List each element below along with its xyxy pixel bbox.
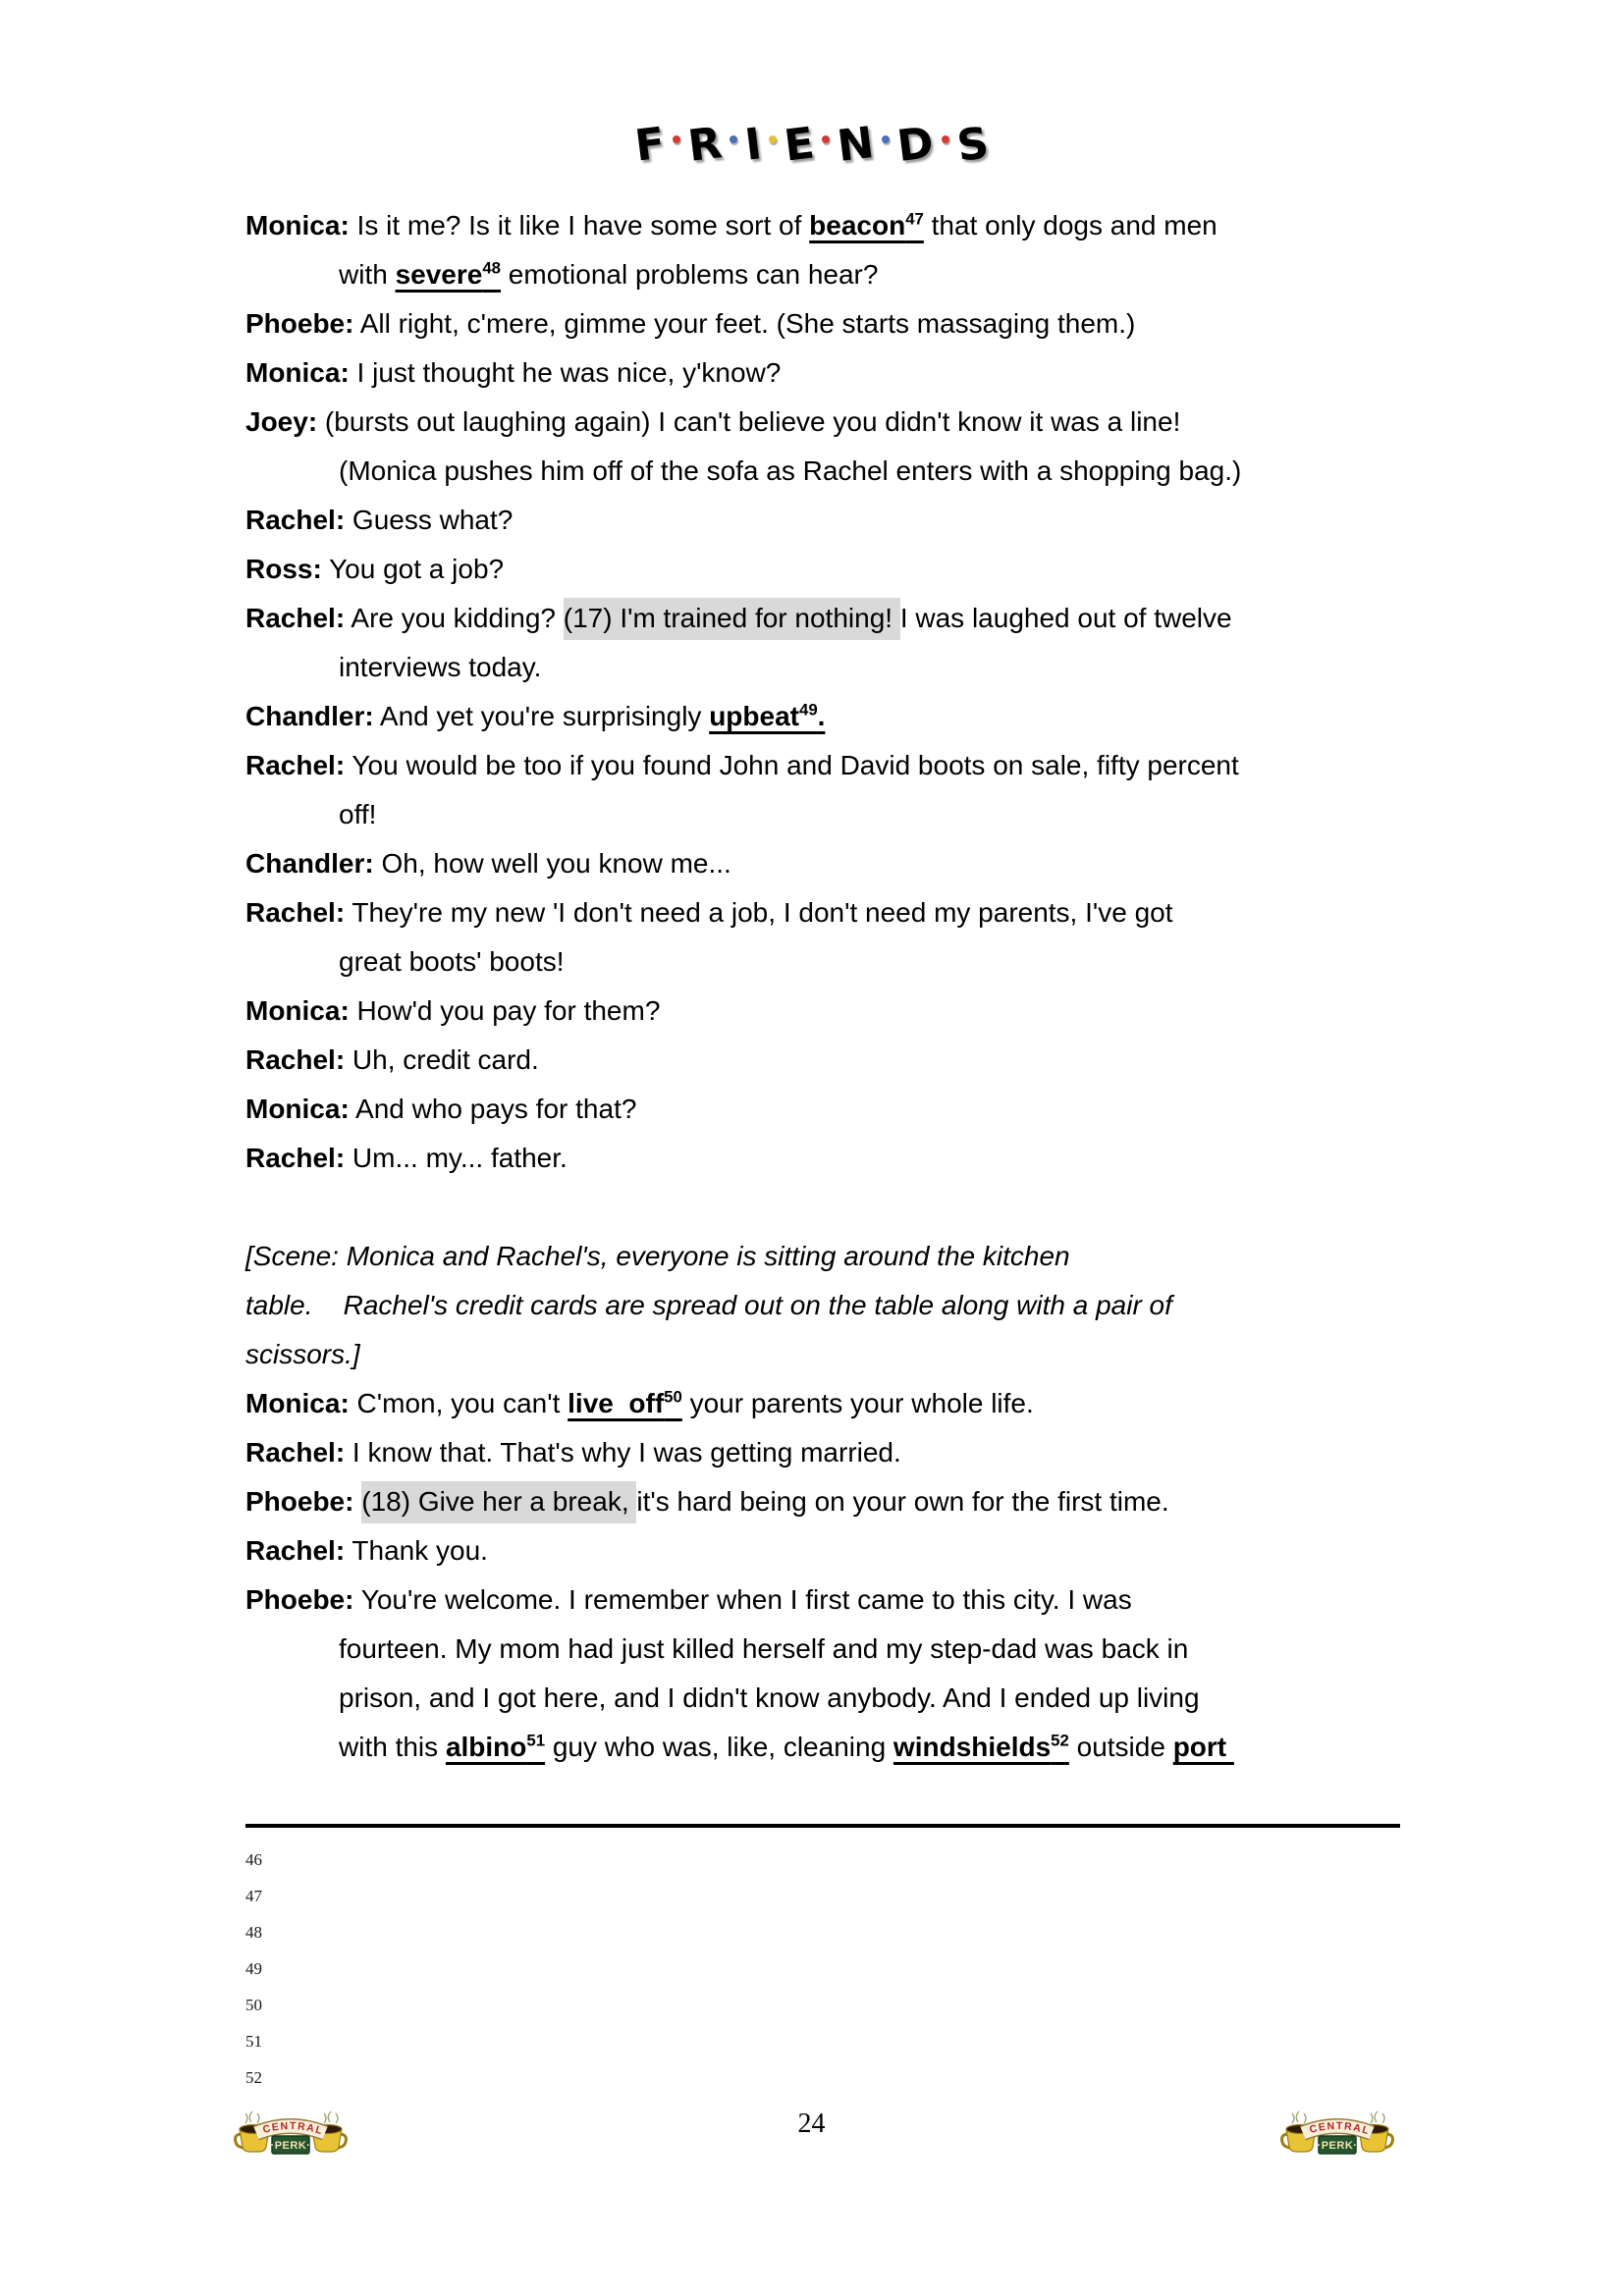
scene-line — [245, 1281, 1399, 1330]
script-line — [245, 1379, 1399, 1428]
script-line — [245, 545, 1399, 594]
script-line — [245, 594, 1399, 692]
text-segment: (bursts out laughing again) I can't believe you didn't know it was a line! — [317, 406, 1181, 437]
logo-dot-icon — [673, 135, 680, 143]
text-segment: Oh, how well you know me... — [373, 848, 731, 879]
text-segment: severe — [395, 259, 483, 290]
speaker-name: Rachel: — [245, 1437, 346, 1468]
text-segment: interviews today. — [339, 652, 542, 682]
text-segment: Thank you. — [345, 1535, 488, 1566]
speaker-name: Monica: — [245, 995, 350, 1026]
logo-letter: S — [953, 118, 992, 172]
logo-dot-icon — [769, 135, 777, 143]
footnote-number: 49 — [245, 1959, 262, 1978]
speaker-name: Rachel: — [245, 897, 346, 928]
central-perk-logo-right — [1279, 2109, 1395, 2163]
speaker-name: Rachel: — [245, 750, 346, 780]
text-segment: Are you kidding? — [345, 603, 564, 633]
script-line — [245, 1428, 1399, 1477]
footnote-number: 51 — [245, 2032, 262, 2051]
text-segment: outside — [1068, 1732, 1173, 1762]
logo-letter: R — [684, 118, 725, 172]
logo-letter: E — [782, 118, 818, 172]
script-line — [245, 741, 1399, 839]
footnote-ref: 49 — [798, 700, 818, 720]
text-segment: windshields — [893, 1732, 1052, 1762]
text-segment: emotional problems can hear? — [501, 259, 879, 290]
speaker-name: Monica: — [245, 210, 350, 240]
highlighted-phrase: (17) I'm trained for nothing! — [564, 598, 900, 640]
text-segment: with this — [339, 1732, 446, 1762]
text-segment: I just thought he was nice, y'know? — [349, 357, 782, 388]
text-segment: beacon — [809, 210, 906, 240]
text-segment: your parents your whole life. — [681, 1388, 1034, 1418]
script-line — [245, 1575, 1399, 1772]
speaker-name: Monica: — [245, 1094, 350, 1124]
vocab-word — [568, 1388, 682, 1418]
logo-dot-icon — [730, 135, 737, 143]
script-line — [245, 496, 1399, 545]
highlighted-phrase: (18) Give her a break, — [361, 1481, 636, 1523]
speaker-name: Phoebe: — [245, 1584, 354, 1615]
vocab-word — [709, 701, 825, 731]
script-line — [245, 299, 1399, 348]
text-segment: You got a job? — [321, 554, 505, 584]
script-line — [245, 888, 1399, 987]
speaker-name: Monica: — [245, 357, 350, 388]
script-line — [245, 839, 1399, 888]
footnote-separator — [245, 1824, 1400, 1828]
scene-line — [245, 1330, 1399, 1379]
speaker-name: Rachel: — [245, 1044, 346, 1075]
speaker-name: Rachel: — [245, 603, 346, 633]
script-line — [245, 692, 1399, 741]
text-segment: live off — [568, 1388, 665, 1418]
page-number: 24 — [797, 2109, 826, 2139]
footnote-ref: 50 — [664, 1387, 682, 1407]
speaker-name: Ross: — [245, 554, 322, 584]
text-segment: You would be too if you found John and David boots on sale, fifty percent — [345, 750, 1239, 780]
script-body — [245, 201, 1399, 1772]
speaker-name: Phoebe: — [245, 308, 354, 339]
footnote-ref: 52 — [1051, 1731, 1069, 1750]
text-segment: I know that. That's why I was getting married. — [345, 1437, 901, 1468]
vocab-word — [1173, 1732, 1234, 1762]
footnote-area — [245, 1824, 1400, 2096]
scene-line — [245, 1232, 1399, 1281]
script-line — [245, 1036, 1399, 1085]
text-segment: Um... my... father. — [345, 1143, 568, 1173]
script-line — [245, 987, 1399, 1036]
friends-logo — [0, 117, 1623, 173]
text-segment: guy who was, like, cleaning — [545, 1732, 893, 1762]
logo-letter: N — [835, 117, 877, 173]
text-segment: They're my new 'I don't need a job, I don't need my parents, I've got — [345, 897, 1173, 928]
text-segment: off! — [339, 799, 377, 829]
central-perk-logo — [1279, 2109, 1395, 2163]
logo-letter: I — [741, 119, 765, 171]
footnote-list — [245, 1842, 1400, 2096]
footnote-number: 46 — [245, 1850, 262, 1869]
text-segment: Guess what? — [345, 505, 514, 535]
speaker-name: Rachel: — [245, 505, 346, 535]
logo-letter: D — [894, 117, 937, 173]
text-segment: C'mon, you can't — [349, 1388, 568, 1418]
speaker-name: Chandler: — [245, 848, 374, 879]
script-line — [245, 1134, 1399, 1183]
logo-dot-icon — [942, 135, 949, 143]
script-line — [245, 1526, 1399, 1575]
speaker-name: Rachel: — [245, 1535, 346, 1566]
speaker-name: Phoebe: — [245, 1486, 354, 1517]
text-segment: scissors.] — [245, 1339, 360, 1369]
text-segment: . — [817, 701, 826, 731]
speaker-name: Joey: — [245, 406, 318, 437]
text-segment: I was laughed out of twelve — [899, 603, 1232, 633]
text-segment: with — [339, 259, 396, 290]
vocab-word — [809, 210, 924, 240]
text-segment: upbeat — [709, 701, 799, 731]
footnote-ref: 51 — [526, 1731, 546, 1750]
text-segment: And who pays for that? — [349, 1094, 637, 1124]
perk-label: ·PERK· — [1317, 2140, 1358, 2152]
footnote-number: 47 — [245, 1887, 262, 1905]
text-segment: Is it me? Is it like I have some sort of — [349, 210, 810, 240]
text-segment: prison, and I got here, and I didn't know anybody. And I ended up living — [339, 1682, 1200, 1713]
footnote-number: 48 — [245, 1923, 262, 1942]
text-segment: Uh, credit card. — [345, 1044, 539, 1075]
text-segment: How'd you pay for them? — [349, 995, 661, 1026]
central-label: CENTRAL — [1308, 2119, 1372, 2138]
script-line — [245, 348, 1399, 398]
footnote-number: 52 — [245, 2068, 262, 2087]
script-line — [245, 398, 1399, 496]
text-segment: table. Rachel's credit cards are spread out on the table along with a pair of — [245, 1290, 1172, 1320]
text-segment: that only dogs and men — [923, 210, 1217, 240]
text-segment: it's hard being on your own for the first time. — [636, 1486, 1169, 1517]
vocab-word — [893, 1732, 1069, 1762]
footnote-number: 50 — [245, 1996, 262, 2014]
central-label: CENTRAL — [261, 2119, 325, 2138]
script-line — [245, 201, 1399, 299]
speaker-name: Monica: — [245, 1388, 350, 1418]
text-segment: great boots' boots! — [339, 946, 565, 977]
logo-letter: F — [631, 118, 668, 172]
script-line — [245, 1477, 1399, 1526]
script-line — [245, 1085, 1399, 1134]
text-segment: albino — [445, 1732, 527, 1762]
text-segment: fourteen. My mom had just killed herself and my step-dad was back in — [339, 1633, 1189, 1664]
text-segment: All right, c'mere, gimme your feet. (She starts massaging them.) — [353, 308, 1136, 339]
speaker-name: Chandler: — [245, 701, 374, 731]
text-segment: port — [1172, 1732, 1234, 1762]
text-segment: And yet you're surprisingly — [373, 701, 710, 731]
text-segment: You're welcome. I remember when I first came to this city. I was — [353, 1584, 1132, 1615]
footnote-ref: 47 — [905, 209, 924, 229]
perk-label: ·PERK· — [270, 2140, 311, 2152]
footnote-ref: 48 — [482, 258, 502, 278]
text-segment: (Monica pushes him off of the sofa as Rachel enters with a shopping bag.) — [339, 455, 1242, 486]
text-segment: [Scene: Monica and Rachel's, everyone is sitting around the kitchen — [245, 1241, 1070, 1271]
logo-dot-icon — [882, 135, 890, 143]
vocab-word — [446, 1732, 545, 1762]
speaker-name: Rachel: — [245, 1143, 346, 1173]
logo-dot-icon — [822, 135, 830, 143]
vocab-word — [396, 259, 501, 290]
